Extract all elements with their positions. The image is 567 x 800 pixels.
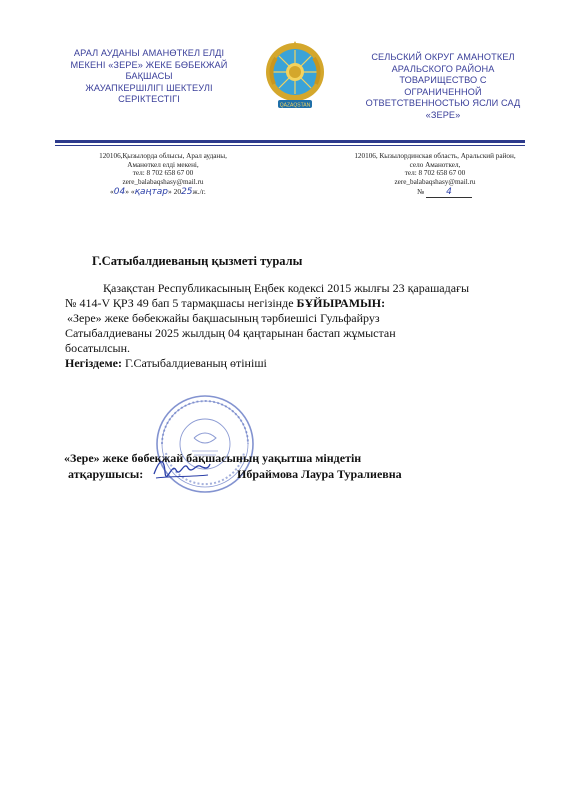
signer-role: атқарушысы:	[68, 467, 144, 481]
date-suffix: ж./г.	[192, 187, 206, 196]
body-line: босатылсын.	[65, 341, 130, 355]
body-line: Қазақстан Республикасының Еңбек кодексі 2015 жылғы 23 қарашадағы	[103, 281, 470, 295]
address-line: 120106,Қызылорда облысы, Арал ауданы,	[99, 152, 227, 160]
emblem-label: QAZAQSTAN	[279, 102, 311, 109]
basis-label: Негіздеме:	[65, 356, 122, 370]
date-year: 25	[181, 187, 193, 197]
address-left	[68, 152, 258, 187]
header-right-line: «ЗЕРЕ»	[425, 109, 461, 120]
order-keyword: БҰЙЫРАМЫН:	[296, 296, 386, 310]
header-right-line: ОТВЕТСТВЕННОСТЬЮ ЯСЛИ САД	[365, 98, 521, 109]
address-email: zere_balabaqshasy@mail.ru	[122, 178, 204, 187]
header-right-line: ТОВАРИЩЕСТВО С	[399, 75, 487, 86]
document-number	[417, 187, 472, 198]
header-right-line: СЕЛЬСКИЙ ОКРУГ АМАНОТКЕЛ	[371, 52, 515, 62]
header-divider-thick	[55, 140, 525, 143]
header-right-line: АРАЛЬСКОГО РАЙОНА	[391, 63, 495, 74]
body-line: «Зере» жеке бөбекжайы бақшасының тәрбиешісі Гульфайруз	[67, 311, 380, 325]
address-right	[340, 152, 530, 187]
state-emblem-icon	[264, 40, 326, 114]
address-line: 120106, Кызылординская область, Аральский район,	[354, 152, 516, 160]
date-year-prefix: » 20	[167, 187, 182, 196]
body-line-text: № 414-V ҚРЗ 49 бап 5 тармақшасы негізінде	[65, 296, 297, 310]
body-line	[65, 296, 525, 311]
header-left-line: АРАЛ АУДАНЫ АМАНӨТКЕЛ ЕЛДІ	[73, 48, 225, 58]
date-mid: » «	[125, 187, 135, 196]
number-label: №	[417, 187, 425, 196]
address-phone: тел: 8 702 658 67 00	[132, 169, 194, 178]
header-left-line: СЕРІКТЕСТІГІ	[118, 94, 180, 105]
header-left-kazakh	[54, 48, 244, 106]
header-divider-thin	[55, 145, 525, 146]
header-left-line: ЖАУАПКЕРШІЛІГІ ШЕКТЕУЛІ	[85, 82, 213, 93]
date-prefix: «	[110, 187, 114, 196]
basis-line	[65, 356, 525, 371]
document-title: Г.Сатыбалдиеваның қызметі туралы	[92, 254, 303, 268]
date-day: 04	[113, 187, 126, 197]
document-date	[110, 187, 206, 197]
signer-name: Ибраймова Лаура Туралиевна	[237, 467, 402, 481]
address-line: Аманөткел елді мекені,	[127, 160, 199, 169]
header-left-line: МЕКЕНІ «ЗЕРЕ» ЖЕКЕ БӨБЕКЖАЙ	[70, 59, 228, 70]
body-line: Сатыбалдиеваны 2025 жылдың 04 қаңтарынан бастап жұмыстан	[65, 326, 396, 340]
address-phone: тел: 8 702 658 67 00	[404, 169, 466, 178]
basis-text: Г.Сатыбалдиеваның өтініші	[121, 356, 267, 370]
header-right-russian	[348, 52, 538, 122]
header-right-line: ОГРАНИЧЕННОЙ	[404, 86, 482, 97]
address-email: zere_balabaqshasy@mail.ru	[394, 178, 476, 187]
header-left-line: БАҚШАСЫ	[125, 71, 173, 82]
handwritten-signature-icon	[150, 452, 212, 482]
document-body	[65, 281, 525, 371]
address-line: село Аманоткел,	[409, 160, 461, 169]
signer-position: «Зере» жеке бөбекжай бақшасының уақытша міндетін	[64, 451, 362, 465]
number-value: 4	[426, 187, 472, 198]
date-month: қаңтар	[134, 187, 168, 197]
